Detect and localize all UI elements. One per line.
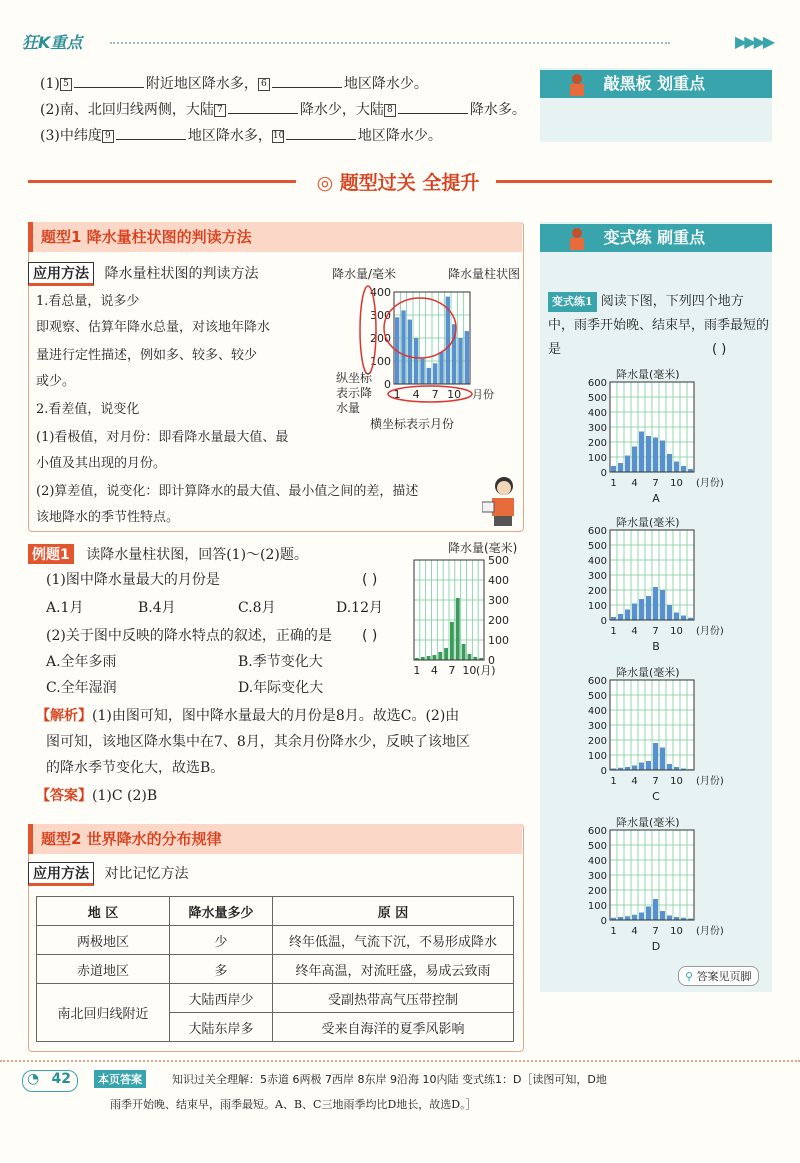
bar xyxy=(660,748,665,771)
option: B.季节变化大 xyxy=(238,654,323,670)
bar xyxy=(625,610,630,621)
swirl-icon: ◎ xyxy=(316,172,334,194)
chart-title: 降水量柱状图 xyxy=(448,267,520,281)
y-tick-label: 200 xyxy=(587,886,607,897)
blank xyxy=(74,75,144,88)
table-row xyxy=(37,955,514,984)
x-tick-label: 1 xyxy=(413,664,421,677)
annotation-y: 水量 xyxy=(336,401,361,415)
practice-chart-A xyxy=(584,366,764,512)
x-unit-label: 月份 xyxy=(472,388,494,401)
distribution-table xyxy=(36,896,514,1042)
blank-number: 6 xyxy=(258,78,270,91)
bar xyxy=(639,432,644,473)
y-tick-label: 200 xyxy=(488,614,509,627)
y-axis-highlight xyxy=(360,286,376,374)
bar xyxy=(420,359,424,384)
method-text: 降水量柱状图的判读方法 xyxy=(104,266,259,282)
x-tick-label: 10 xyxy=(670,776,683,787)
cell: 大陆东岸多 xyxy=(170,1013,273,1042)
fill-text: (1) xyxy=(40,76,60,92)
type2-title: 题型2 世界降水的分布规律 xyxy=(28,824,522,854)
x-tick-label: 1 xyxy=(393,388,401,401)
y-tick-label: 400 xyxy=(488,574,509,587)
y-tick-label: 200 xyxy=(370,332,391,345)
bar xyxy=(462,644,466,660)
footer-divider xyxy=(0,1060,800,1062)
y-tick-label: 500 xyxy=(587,841,607,852)
chart-option-label: D xyxy=(651,940,661,953)
y-tick-label: 0 xyxy=(600,916,607,927)
sidebar-q-line3: 是 xyxy=(548,342,562,357)
bar xyxy=(674,462,679,473)
bar xyxy=(646,436,651,472)
option: A.全年多雨 xyxy=(46,654,117,670)
y-tick-label: 400 xyxy=(370,286,391,299)
y-tick-label: 200 xyxy=(587,586,607,597)
bar xyxy=(438,652,442,660)
page-number: 42 xyxy=(51,1071,71,1087)
y-tick-label: 100 xyxy=(587,601,607,612)
cell: 受来自海洋的夏季风影响 xyxy=(273,1013,514,1042)
header-dotted-line xyxy=(110,42,670,44)
example-figure xyxy=(404,540,534,680)
analysis-line-1: 【解析】(1)由图可知，图中降水量最大的月份是8月。故选C。(2)由 xyxy=(36,708,460,724)
blank-number: 8 xyxy=(384,104,396,117)
type1-figure xyxy=(330,264,520,434)
type2-method xyxy=(28,862,188,886)
y-tick-label: 100 xyxy=(587,751,607,762)
cell: 南北回归线附近 xyxy=(37,984,170,1042)
page-number-box xyxy=(22,1070,78,1092)
method-line: 1.看总量，说多少 xyxy=(36,294,140,309)
y-tick-label: 100 xyxy=(587,453,607,464)
blank xyxy=(272,75,342,88)
chart-option-label: A xyxy=(652,492,660,505)
th-amount: 降水量多少 xyxy=(170,897,273,926)
y-tick-label: 200 xyxy=(587,736,607,747)
cell: 大陆西岸少 xyxy=(170,984,273,1013)
type1-method xyxy=(28,262,258,286)
fill-text: 降水少，大陆 xyxy=(299,102,384,118)
bar xyxy=(639,599,644,620)
y-tick-label: 600 xyxy=(587,676,607,687)
th-region: 地 区 xyxy=(37,897,170,926)
method-line: 量进行定性描述，例如多、较多、较少 xyxy=(36,348,258,363)
fill-text: (2)南、北回归线两侧，大陆 xyxy=(40,102,214,118)
bar xyxy=(632,766,637,771)
y-tick-label: 0 xyxy=(600,468,607,479)
example-q1: (1)图中降水量最大的月份是 xyxy=(46,572,220,588)
x-tick-label: 7 xyxy=(652,776,659,787)
cell: 终年高温，对流旺盛，易成云致雨 xyxy=(273,955,514,984)
table-row xyxy=(37,926,514,955)
header-logo: 狂K重点 xyxy=(22,33,83,52)
answer-link[interactable]: ⚲ 答案见页脚 xyxy=(678,966,759,986)
fill-line xyxy=(40,100,526,120)
option: B.4月 xyxy=(138,600,176,616)
x-tick-label: 1 xyxy=(610,626,617,637)
annotation-y: 表示降 xyxy=(336,386,373,400)
sidebar-top-header xyxy=(540,70,772,98)
x-unit-label: (月) xyxy=(476,664,496,677)
y-tick-label: 500 xyxy=(587,691,607,702)
type1-title: 题型1 降水量柱状图的判读方法 xyxy=(28,222,522,252)
example-q2-paren: ( ) xyxy=(362,628,378,644)
bar xyxy=(653,899,658,920)
annotation-y: 纵坐标 xyxy=(336,371,373,385)
blank xyxy=(286,127,356,140)
sidebar-top-title: 敲黑板 划重点 xyxy=(603,74,706,93)
y-tick-label: 100 xyxy=(370,355,391,368)
example-stem: 读降水量柱状图，回答(1)～(2)题。 xyxy=(86,547,308,563)
blank-number: 5 xyxy=(60,78,72,91)
bar xyxy=(667,764,672,770)
x-tick-label: 1 xyxy=(610,478,617,489)
x-unit-label: (月份) xyxy=(696,626,724,637)
x-tick-label: 10 xyxy=(670,926,683,937)
blank-number: 7 xyxy=(214,104,226,117)
y-tick-label: 300 xyxy=(587,721,607,732)
sidebar-q-line2: 中，雨季开始晚、结束早，雨季最短的 xyxy=(548,318,770,333)
bar xyxy=(639,763,644,771)
bar xyxy=(667,916,672,921)
bar xyxy=(433,655,437,660)
example-tag: 例题1 xyxy=(28,544,74,564)
bar xyxy=(660,590,665,620)
header-arrows: ▶▶▶▶ xyxy=(735,32,773,51)
teacher-icon xyxy=(564,72,590,98)
x-tick-label: 4 xyxy=(631,626,638,637)
x-unit-label: (月份) xyxy=(696,926,724,937)
footer-line2: 雨季开始晚、结束早，雨季最短。A、B、C三地雨季均比D地长，故选D。］ xyxy=(110,1098,477,1111)
option: D.年际变化大 xyxy=(238,680,324,696)
practice-chart-B xyxy=(584,514,764,660)
fill-line xyxy=(40,74,428,94)
y-tick-label: 600 xyxy=(587,378,607,389)
fill-text: 附近地区降水多， xyxy=(145,76,258,92)
x-tick-label: 1 xyxy=(610,926,617,937)
y-tick-label: 600 xyxy=(587,526,607,537)
x-tick-label: 10 xyxy=(462,664,477,677)
x-tick-label: 7 xyxy=(652,626,659,637)
x-unit-label: (月份) xyxy=(696,478,724,489)
example-q1-paren: ( ) xyxy=(362,572,378,588)
bar xyxy=(439,352,443,384)
x-tick-label: 7 xyxy=(652,478,659,489)
option: D.12月 xyxy=(336,600,383,616)
y-tick-label: 0 xyxy=(600,766,607,777)
fill-text: 地区降水少。 xyxy=(357,128,442,144)
variant-tag: 变式练1 xyxy=(548,292,597,312)
fill-text: 降水多。 xyxy=(469,102,526,118)
th-reason: 原 因 xyxy=(273,897,514,926)
sidebar-q-line1: 变式练1 阅读下图，下列四个地方 xyxy=(548,292,744,312)
method-tag: 应用方法 xyxy=(28,262,94,286)
annotation-x: 横坐标表示月份 xyxy=(370,417,455,431)
x-tick-label: 4 xyxy=(631,478,638,489)
bar xyxy=(465,331,469,384)
x-tick-label: 10 xyxy=(670,478,683,489)
practice-chart-D xyxy=(584,814,764,960)
bar xyxy=(660,911,665,920)
reading-person-icon xyxy=(482,474,522,532)
y-tick-label: 400 xyxy=(587,706,607,717)
blank-number: 10 xyxy=(272,130,285,141)
method-line: (2)算差值，说变化：即计算降水的最大值、最小值之间的差，描述 xyxy=(36,484,419,499)
sidebar-q-paren: ( ) xyxy=(712,342,727,357)
y-tick-label: 300 xyxy=(587,871,607,882)
method-line: 2.看差值，说变化 xyxy=(36,402,140,417)
option: C.8月 xyxy=(238,600,276,616)
sidebar-title: 变式练 刷重点 xyxy=(603,228,706,247)
y-tick-label: 300 xyxy=(587,571,607,582)
chart-title: 降水量(毫米) xyxy=(616,816,680,829)
example1-head xyxy=(28,544,308,564)
x-tick-label: 4 xyxy=(631,776,638,787)
y-tick-label: 300 xyxy=(488,594,509,607)
chart-option-label: C xyxy=(652,790,660,803)
bar xyxy=(646,761,651,770)
fill-text: 地区降水多， xyxy=(187,128,272,144)
x-tick-label: 10 xyxy=(670,626,683,637)
bar xyxy=(674,613,679,621)
blank xyxy=(116,127,186,140)
blank-number: 9 xyxy=(102,130,114,143)
bar xyxy=(450,622,454,660)
y-axis-label: 降水量(毫米) xyxy=(448,541,518,555)
banner-line-right xyxy=(496,180,772,183)
y-tick-label: 200 xyxy=(587,438,607,449)
analysis-line-2: 图可知，该地区降水集中在7、8月，其余月份降水少，反映了该地区 xyxy=(46,734,470,750)
bar xyxy=(667,605,672,620)
bar xyxy=(681,616,686,621)
bar xyxy=(681,466,686,472)
x-tick-label: 4 xyxy=(430,664,438,677)
method-line: 小值及其出现的月份。 xyxy=(36,456,167,471)
bar xyxy=(414,338,418,384)
bar xyxy=(639,913,644,921)
method-text-2: 对比记忆方法 xyxy=(104,866,189,882)
chart-option-label: B xyxy=(652,640,660,653)
chart-title: 降水量(毫米) xyxy=(616,368,680,381)
bar xyxy=(625,916,630,920)
bar xyxy=(653,438,658,473)
cell: 多 xyxy=(170,955,273,984)
x-tick-label: 7 xyxy=(652,926,659,937)
bar xyxy=(444,648,448,660)
y-tick-label: 400 xyxy=(587,556,607,567)
table-row xyxy=(37,984,514,1013)
method-line: 该地降水的季节性特点。 xyxy=(36,510,180,525)
x-tick-label: 10 xyxy=(447,388,462,401)
cell: 少 xyxy=(170,926,273,955)
y-tick-label: 0 xyxy=(488,654,495,667)
option: C.全年湿润 xyxy=(46,680,117,696)
bar xyxy=(625,456,630,473)
x-tick-label: 4 xyxy=(412,388,420,401)
cell: 终年低温，气流下沉，不易形成降水 xyxy=(273,926,514,955)
bar xyxy=(667,454,672,472)
bar xyxy=(632,604,637,621)
y-tick-label: 100 xyxy=(587,901,607,912)
y-tick-label: 600 xyxy=(587,826,607,837)
example-q2: (2)关于图中反映的降水特点的叙述，正确的是 xyxy=(46,628,332,644)
footer-line1: 知识过关全理解：5赤道 6两极 7西岸 8东岸 9沿海 10内陆 变式练1：D［读图可知，D地 xyxy=(172,1073,607,1086)
bar xyxy=(408,320,412,384)
banner-line-left xyxy=(28,180,296,183)
bar xyxy=(611,466,616,472)
x-tick-label: 7 xyxy=(431,388,439,401)
bar xyxy=(401,310,405,384)
x-tick-label: 4 xyxy=(631,926,638,937)
cell: 受副热带高气压带控制 xyxy=(273,984,514,1013)
y-tick-label: 300 xyxy=(370,309,391,322)
section-banner: ◎ 题型过关 全提升 xyxy=(316,172,480,194)
y-tick-label: 0 xyxy=(600,616,607,627)
bar xyxy=(468,654,472,660)
analysis-line-3: 的降水季节变化大，故选B。 xyxy=(46,760,225,776)
bar xyxy=(618,463,623,472)
x-unit-label: (月份) xyxy=(696,776,724,787)
y-axis-label: 降水量/毫米 xyxy=(332,267,397,281)
y-tick-label: 500 xyxy=(587,393,607,404)
blank xyxy=(228,101,298,114)
chart-title: 降水量(毫米) xyxy=(616,666,680,679)
practice-chart-C xyxy=(584,664,764,810)
y-tick-label: 0 xyxy=(384,378,391,391)
fill-text: (3)中纬度 xyxy=(40,128,102,144)
bar xyxy=(427,368,431,384)
clock-icon: ◔ xyxy=(27,1071,40,1087)
bar xyxy=(646,907,651,921)
teacher-icon-2 xyxy=(564,226,590,252)
bar xyxy=(427,656,431,660)
method-tag-2: 应用方法 xyxy=(28,862,94,886)
x-tick-label: 1 xyxy=(610,776,617,787)
y-tick-label: 500 xyxy=(587,541,607,552)
bar xyxy=(456,598,460,660)
bar xyxy=(653,743,658,770)
method-line: 即观察、估算年降水总量，对该地年降水 xyxy=(36,320,271,335)
y-tick-label: 500 xyxy=(488,554,509,567)
y-tick-label: 100 xyxy=(488,634,509,647)
answer-line: 【答案】(1)C (2)B xyxy=(36,788,158,804)
bar xyxy=(618,614,623,620)
bar xyxy=(660,441,665,473)
method-line: (1)看极值，对月份：即看降水量最大值、最 xyxy=(36,430,289,445)
blank xyxy=(398,101,468,114)
fill-text: 地区降水少。 xyxy=(343,76,428,92)
fill-line xyxy=(40,126,442,146)
cell: 两极地区 xyxy=(37,926,170,955)
bar xyxy=(646,596,651,620)
sidebar-header xyxy=(540,224,772,252)
x-tick-label: 7 xyxy=(448,664,456,677)
method-line: 或少。 xyxy=(36,374,76,389)
y-tick-label: 300 xyxy=(587,423,607,434)
bar xyxy=(433,363,437,384)
cell: 赤道地区 xyxy=(37,955,170,984)
bar xyxy=(632,915,637,920)
footer-tag: 本页答案 xyxy=(94,1070,146,1088)
pin-icon: ⚲ xyxy=(685,970,694,983)
bar xyxy=(458,338,462,384)
chart-title: 降水量(毫米) xyxy=(616,516,680,529)
y-tick-label: 400 xyxy=(587,408,607,419)
bar xyxy=(632,447,637,473)
bar xyxy=(653,587,658,620)
y-tick-label: 400 xyxy=(587,856,607,867)
option: A.1月 xyxy=(46,600,84,616)
